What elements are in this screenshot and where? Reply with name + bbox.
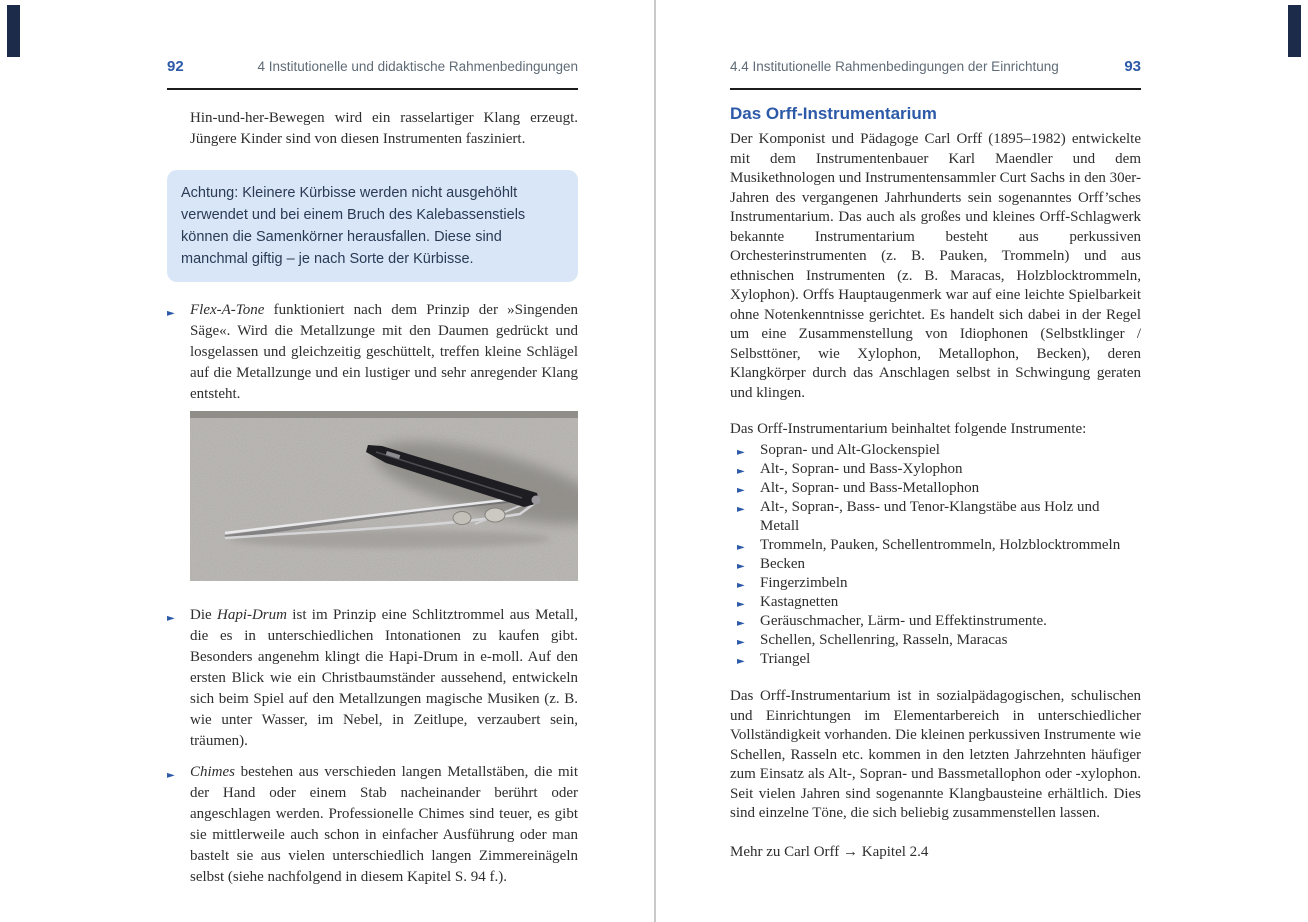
bullet-arrow-icon: ► xyxy=(737,618,745,629)
page-number: 92 xyxy=(167,58,184,75)
list-item xyxy=(730,536,1141,555)
bullet-arrow-icon: ► xyxy=(737,485,745,496)
list-item xyxy=(730,555,1141,574)
orff-instrument-list xyxy=(730,441,1141,669)
page-tab-right xyxy=(1288,5,1301,57)
bullet-arrow-icon: ► xyxy=(167,308,175,319)
orff-paragraph-1: Der Komponist und Pädagoge Carl Orff (1895–1982) entwickelte mit dem Instrumentenbauer Karl Maendler und dem Musikethnologen und Instrumentensammler Curt Sachs in den 30er-Jahren des vergangenen Jahrhunderts sein sogenanntes Orff’sches Instrumentarium. Das auch als großes und kleines Orff-Schlagwerk bekannte Instrumentarium besteht aus perkussiven Orchesterinstrumenten (z. B. Pauken, Trommeln) und aus ethnischen Instrumenten (z. B. Maracas, Holzblocktrommeln, Xylophon). Orffs Hauptaugenmerk war auf eine leichte Spielbarkeit ohne Notenkenntnisse gerichtet. Es handelt sich dabei in der Regel um eine Zusammenstellung von Idiophonen (Selbstklinger / Selbsttöner, wie Xylophon, Metallophon, Becken), deren Klangkörper durch das Anschlagen selbst in Schwingung geraten und klingen. xyxy=(730,131,1141,401)
page-93-header xyxy=(730,58,1141,80)
bullet-term: Flex-A-Tone xyxy=(190,302,265,318)
list-item-label: Trommeln, Pauken, Schellentrommeln, Holzblocktrommeln xyxy=(760,537,1121,553)
list-item xyxy=(730,460,1141,479)
list-item-label: Fingerzimbeln xyxy=(760,575,848,591)
bullet-arrow-icon: ► xyxy=(737,561,745,572)
warning-note-box: Achtung: Kleinere Kürbisse werden nicht ausgehöhlt verwendet und bei einem Bruch des Kalebassenstiels können die Samenkörner herausfallen. Diese sind manchmal giftig – je nach Sorte der Kürbisse. xyxy=(167,170,578,282)
bullet-arrow-icon: ► xyxy=(167,613,175,624)
list-item-label: Alt-, Sopran- und Bass-Xylophon xyxy=(760,461,963,477)
list-item xyxy=(730,631,1141,650)
list-item-label: Schellen, Schellenring, Rasseln, Maracas xyxy=(760,632,1008,648)
page-92-header xyxy=(167,58,578,80)
header-rule xyxy=(167,88,578,90)
list-item xyxy=(730,498,1141,536)
bullet-item-chimes xyxy=(167,762,578,888)
list-item xyxy=(730,441,1141,460)
bullet-text-pre: Die xyxy=(190,607,217,623)
bullet-term: Chimes xyxy=(190,764,235,780)
bullet-text: funktioniert nach dem Prinzip der »Singenden Säge«. Wird die Metallzunge mit den Daumen gedrückt und losgelassen und gleichzeitig geschüttelt, treffen kleine Schlägel auf die Metallzunge und ein lustiger und sehr anregender Klang entsteht. xyxy=(190,302,578,402)
bullet-arrow-icon: ► xyxy=(737,504,745,515)
bullet-item-flex-a-tone xyxy=(167,300,578,405)
cross-reference: Mehr zu Carl Orff → Kapitel 2.4 xyxy=(730,843,929,860)
bullet-term: Hapi-Drum xyxy=(216,607,287,623)
list-item-label: Triangel xyxy=(760,651,811,667)
bullet-arrow-icon: ► xyxy=(737,580,745,591)
orff-list-intro: Das Orff-Instrumentarium beinhaltet folgende Instrumente: xyxy=(730,421,1087,437)
flex-a-tone-photo-svg xyxy=(190,411,578,581)
page-divider xyxy=(654,0,656,922)
list-item xyxy=(730,612,1141,631)
bullet-arrow-icon: ► xyxy=(737,466,745,477)
bullet-text: bestehen aus verschieden langen Metallstäben, die mit der Hand oder einem Stab nacheinander berührt oder angeschlagen werden. Professionelle Chimes sind teuer, es gibt sie mittlerweile auch schon in einfacher Ausführung oder man bastelt sie aus vielen unterschiedlich langen Zimmereinägeln selbst (siehe nachfolgend in diesem Kapitel S. 94 f.). xyxy=(190,764,578,885)
bullet-arrow-icon: ► xyxy=(167,770,175,781)
bullet-arrow-icon: ► xyxy=(737,599,745,610)
orff-paragraph-2: Das Orff-Instrumentarium ist in sozialpädagogischen, schulischen und Einrichtungen im Elementarbereich in unterschiedlicher Vollständigkeit vorhanden. Die kleinen perkussiven Instrumente wie Schellen, Rasseln etc. kommen in den letzten Jahrzehnten häufiger zum Einsatz als Alt-, Sopran- und Bassmetallophon oder -xylophon. Seit vielen Jahren sind sogenannte Klangbausteine erhältlich. Dies sind einzelne Töne, die sich beliebig zusammenstellen lassen. xyxy=(730,688,1141,821)
intro-paragraph: Hin-und-her-Bewegen wird ein rasselartiger Klang erzeugt. Jüngere Kinder sind von diesen Instrumenten fasziniert. xyxy=(190,110,578,147)
bullet-arrow-icon: ► xyxy=(737,637,745,648)
flex-a-tone-photo xyxy=(190,411,578,581)
list-item-label: Alt-, Sopran- und Bass-Metallophon xyxy=(760,480,980,496)
bullet-arrow-icon: ► xyxy=(737,656,745,667)
bullet-arrow-icon: ► xyxy=(737,542,745,553)
running-head: 4.4 Institutionelle Rahmenbedingungen der Einrichtung xyxy=(730,59,1059,74)
list-item xyxy=(730,574,1141,593)
page-tab-left xyxy=(7,5,20,57)
bullet-arrow-icon: ► xyxy=(737,447,745,458)
bullet-text: ist im Prinzip eine Schlitztrommel aus Metall, die es in unterschiedlichen Intonationen zu kaufen gibt. Besonders angenehm klingt die Hapi-Drum in e-moll. Auf den ersten Blick wie ein Christbaumständer aussehend, entwickeln sich beim Spiel auf den Metallzungen magische Musiken (z. B. wie unter Wasser, im Nebel, in Zeitlupe, verzaubert sein, träumen). xyxy=(190,607,578,749)
page-number: 93 xyxy=(1124,58,1141,75)
running-head: 4 Institutionelle und didaktische Rahmenbedingungen xyxy=(257,59,578,74)
list-item-label: Kastagnetten xyxy=(760,594,839,610)
list-item xyxy=(730,650,1141,669)
list-item-label: Sopran- und Alt-Glockenspiel xyxy=(760,442,940,458)
section-heading: Das Orff-Instrumentarium xyxy=(730,104,937,123)
bullet-item-hapi-drum xyxy=(167,605,578,752)
list-item xyxy=(730,593,1141,612)
header-rule xyxy=(730,88,1141,90)
page-92 xyxy=(167,58,578,888)
list-item-label: Alt-, Sopran-, Bass- und Tenor-Klangstäbe aus Holz und Metall xyxy=(760,499,1100,534)
list-item xyxy=(730,479,1141,498)
list-item-label: Geräuschmacher, Lärm- und Effektinstrumente. xyxy=(760,613,1047,629)
page-93 xyxy=(730,58,1141,861)
list-item-label: Becken xyxy=(760,556,805,572)
